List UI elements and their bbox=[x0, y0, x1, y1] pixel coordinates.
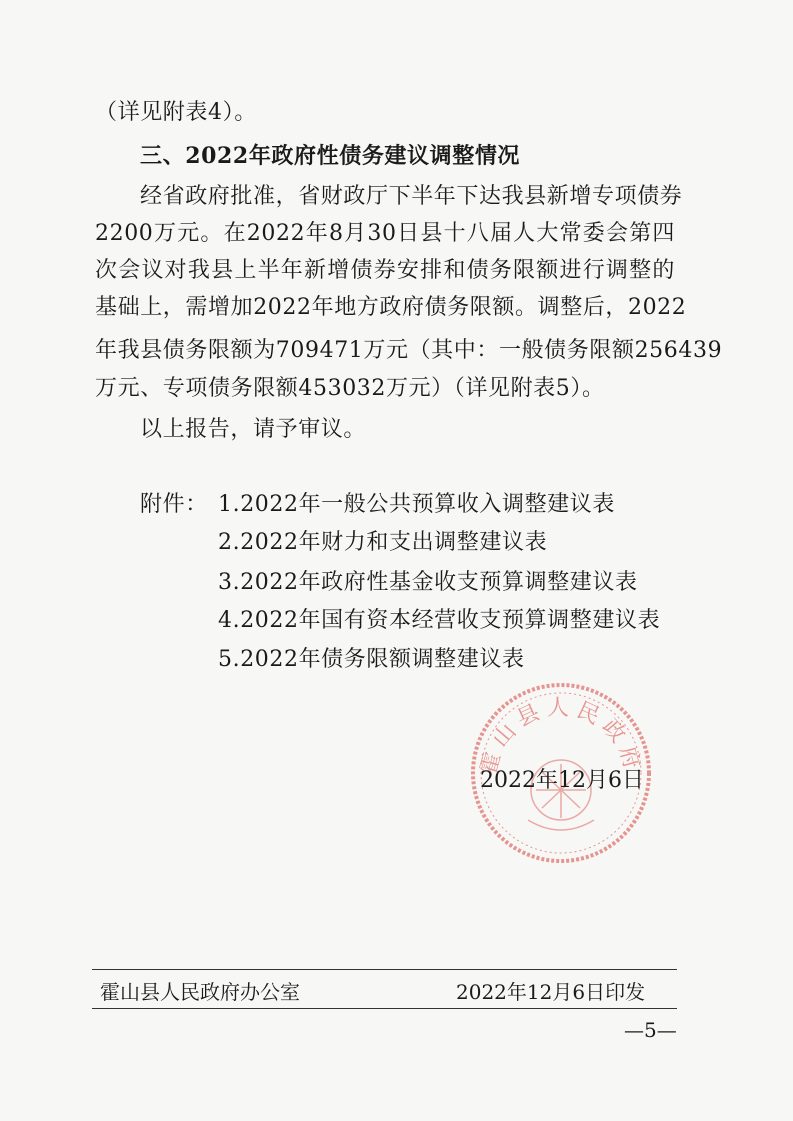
attachment-item: 2.2022年财力和支出调整建议表 bbox=[218, 530, 548, 555]
paragraph-line: 年我县债务限额为709471万元（其中：一般债务限额256439 bbox=[95, 338, 723, 363]
footer-bottom-rule bbox=[92, 1008, 677, 1009]
page-number: —5— bbox=[624, 1018, 677, 1042]
paragraph-line: 经省政府批准，省财政厅下半年下达我县新增专项债券 bbox=[140, 184, 683, 209]
paragraph-line: 基础上，需增加2022年地方政府债务限额。调整后，2022 bbox=[95, 295, 687, 320]
closing-line: 以上报告，请予审议。 bbox=[140, 417, 367, 442]
footer-top-rule bbox=[92, 969, 677, 970]
footer-issue-date: 2022年12月6日印发 bbox=[456, 980, 646, 1004]
seal-text: 霍山县人民政府 bbox=[476, 696, 646, 778]
paragraph-line: 次会议对我县上半年新增债券安排和债务限额进行调整的 bbox=[95, 258, 675, 283]
paragraph-line: 万元、专项债务限额453032万元）（详见附表5）。 bbox=[95, 376, 605, 401]
attachment-item: 5.2022年债务限额调整建议表 bbox=[218, 647, 525, 672]
attachments-label: 附件： bbox=[140, 492, 208, 517]
ref-line: （详见附表4）。 bbox=[95, 100, 257, 125]
footer-issuer: 霍山县人民政府办公室 bbox=[100, 980, 300, 1004]
section-heading: 三、2022年政府性债务建议调整情况 bbox=[140, 143, 521, 169]
attachment-item: 1.2022年一般公共预算收入调整建议表 bbox=[218, 492, 615, 517]
attachment-item: 4.2022年国有资本经营收支预算调整建议表 bbox=[218, 608, 661, 633]
signature-date: 2022年12月6日 bbox=[480, 768, 644, 793]
attachment-item: 3.2022年政府性基金收支预算调整建议表 bbox=[218, 570, 638, 595]
paragraph-line: 2200万元。在2022年8月30日县十八届人大常委会第四 bbox=[95, 221, 675, 246]
